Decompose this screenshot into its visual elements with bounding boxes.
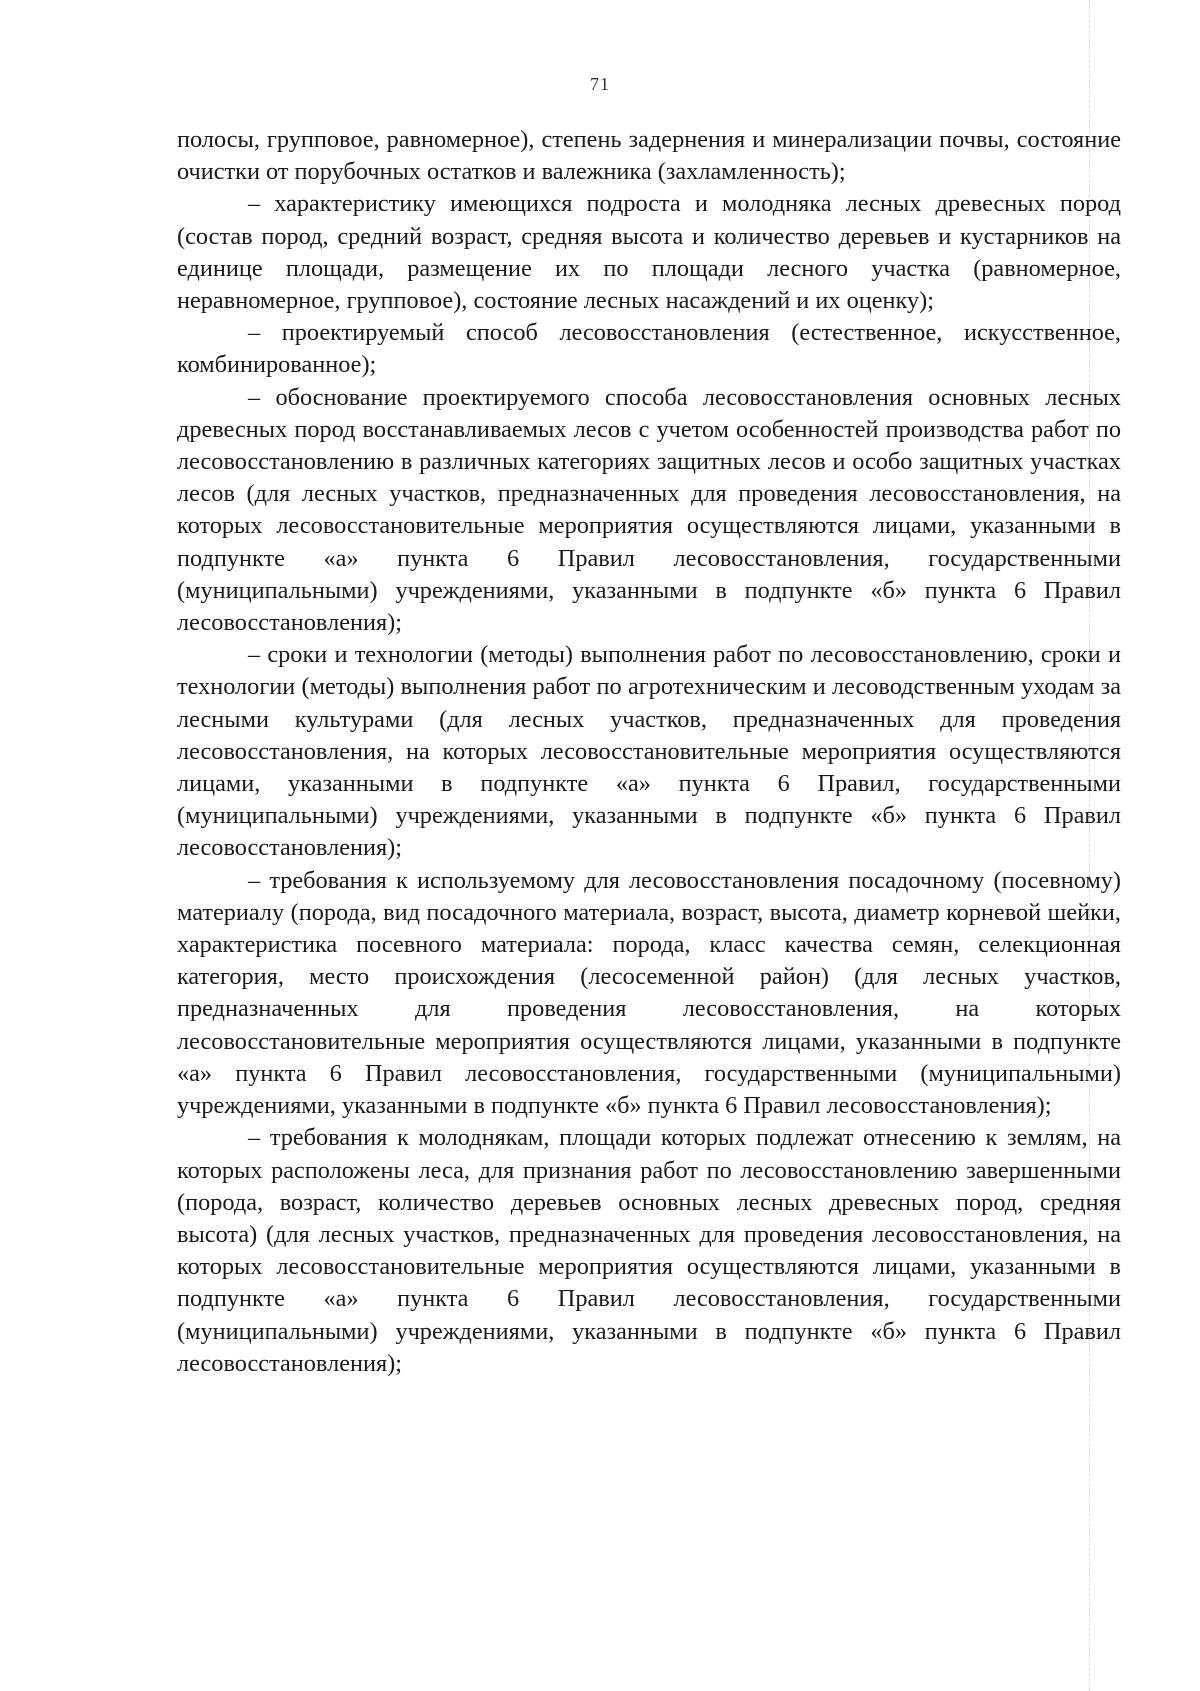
paragraph-method-justification: – обоснование проектируемого способа лесовосстановления основных лесных древесных пород восстанавливаемых лесов с учетом особенностей производства работ по лесовосстановлению в различных категориях защитных лесов и особо защитных участках лесов (для лесных участков, предназначенных для проведения лесовосстановления, на которых лесовосстановительные мероприятия осуществляются лицами, указанными в подпункте «а» пункта 6 Правил лесовосстановления, государственными (муниципальными) учреждениями, указанными в подпункте «б» пункта 6 Правил лесовосстановления); (177, 383, 1121, 637)
paragraph-reforestation-method: – проектируемый способ лесовосстановления (естественное, искусственное, комбинированное); (177, 319, 1121, 379)
document-body (177, 124, 1121, 1380)
paragraph-planting-material-requirements: – требования к используемому для лесовосстановления посадочному (посевному) материалу (порода, вид посадочного материала, возраст, высота, диаметр корневой шейки, характеристика посевного материала: порода, класс качества семян, селекционная категория, место происхождения (лесосеменной район) (для лесных участков, предназначенных для проведения лесовосстановления, на которых лесовосстановительные мероприятия осуществляются лицами, указанными в подпункте «а» пункта 6 Правил лесовосстановления, государственными (муниципальными) учреждениями, указанными в подпункте «б» пункта 6 Правил лесовосстановления); (177, 866, 1121, 1120)
paragraph-continuation: полосы, групповое, равномерное), степень задернения и минерализации почвы, состояние очистки от порубочных остатков и валежника (захламленность); (177, 126, 1121, 186)
page-number: 71 (590, 74, 610, 94)
paragraph-work-schedule: – сроки и технологии (методы) выполнения работ по лесовосстановлению, сроки и технологии (методы) выполнения работ по агротехническим и лесоводственным уходам за лесными культурами (для лесных участков, предназначенных для проведения лесовосстановления, на которых лесовосстановительные мероприятия осуществляются лицами, указанными в подпункте «а» пункта 6 Правил, государственными (муниципальными) учреждениями, указанными в подпункте «б» пункта 6 Правил лесовосстановления); (177, 641, 1121, 862)
paragraph-young-stand-requirements: – требования к молоднякам, площади которых подлежат отнесению к землям, на которых расположены леса, для признания работ по лесовосстановлению завершенными (порода, возраст, количество деревьев основных лесных древесных пород, средняя высота) (для лесных участков, предназначенных для проведения лесовосстановления, на которых лесовосстановительные мероприятия осуществляются лицами, указанными в подпункте «а» пункта 6 Правил лесовосстановления, государственными (муниципальными) учреждениями, указанными в подпункте «б» пункта 6 Правил лесовосстановления); (177, 1124, 1121, 1377)
paragraph-undergrowth-characteristics: – характеристику имеющихся подроста и молодняка лесных древесных пород (состав пород, средний возраст, средняя высота и количество деревьев и кустарников на единице площади, размещение их по площади лесного участка (равномерное, неравномерное, групповое), состояние лесных насаждений и их оценку); (177, 190, 1121, 315)
